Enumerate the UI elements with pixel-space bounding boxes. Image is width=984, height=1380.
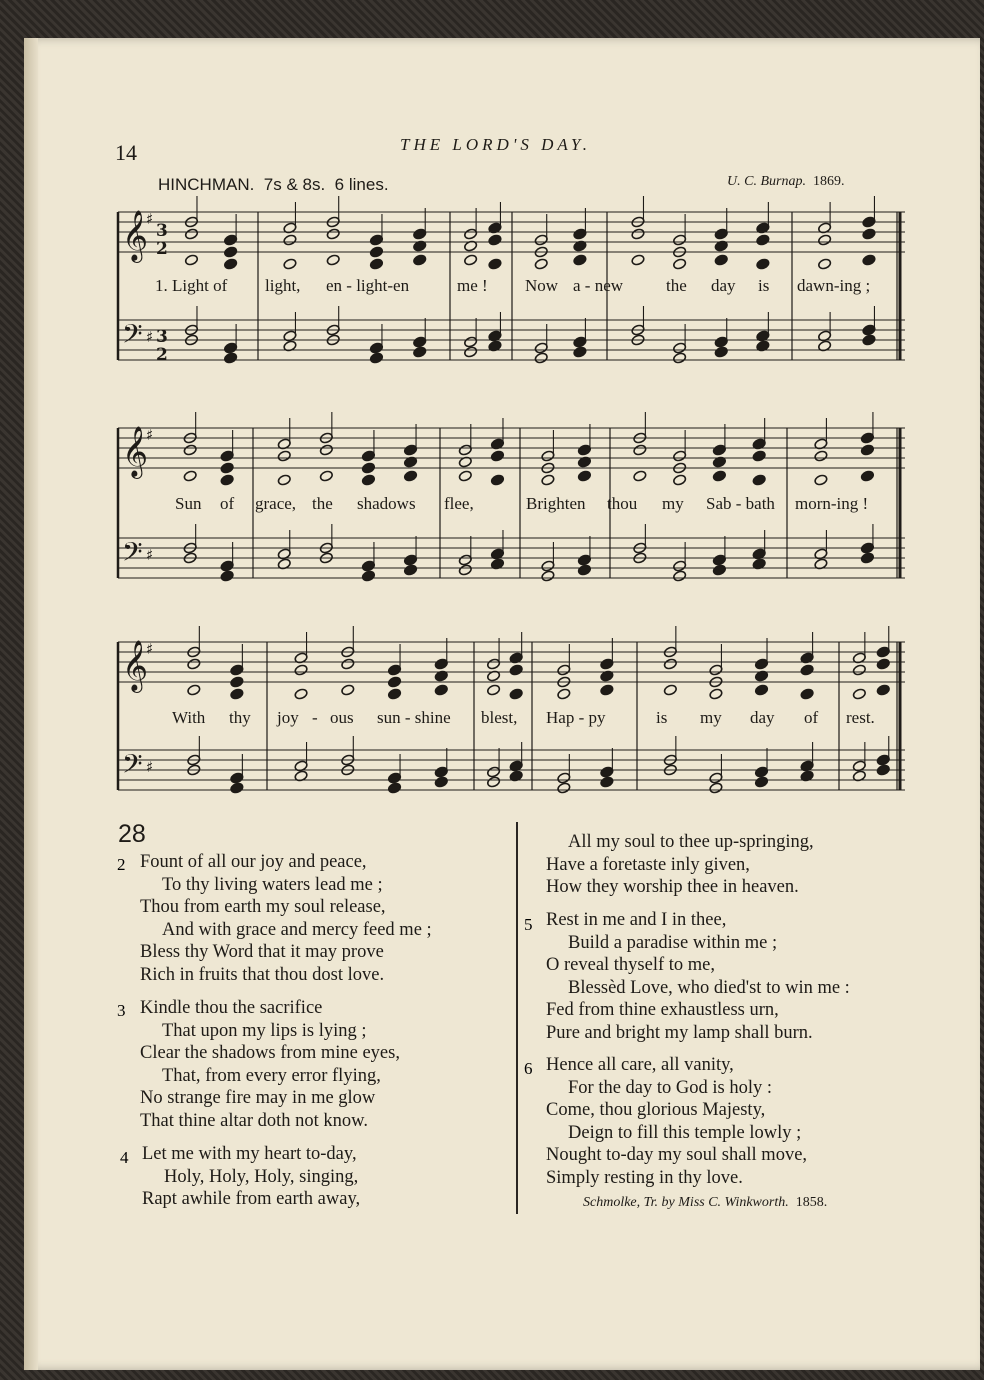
page-number: 14 — [115, 140, 137, 165]
bass-clef: 𝄢 — [122, 318, 143, 356]
stanza-line: Build a paradise within me ; — [568, 932, 778, 953]
quarter-note — [860, 470, 874, 482]
stanza-line: Hence all care, all vanity, — [546, 1055, 734, 1075]
half-note — [283, 234, 297, 246]
stanza-line: That upon my lips is lying ; — [162, 1020, 367, 1041]
stanza-line: Thou from earth my soul release, — [140, 897, 386, 918]
half-note — [672, 258, 686, 270]
quarter-note — [752, 450, 766, 462]
half-note — [341, 658, 355, 670]
quarter-note — [223, 352, 237, 364]
composer-name: U. C. Burnap. — [727, 174, 806, 189]
quarter-note — [413, 254, 427, 266]
quarter-note — [573, 346, 587, 358]
quarter-note — [862, 254, 876, 266]
half-note — [187, 684, 201, 696]
lyric: en - light-en — [326, 276, 410, 295]
stanza-line: Have a foretaste inly given, — [546, 854, 750, 875]
stanza-line: Pure and bright my lamp shall burn. — [546, 1022, 813, 1043]
quarter-note — [754, 684, 768, 696]
stanza-line: Deign to fill this temple lowly ; — [568, 1122, 802, 1143]
stanza — [140, 851, 432, 987]
quarter-note — [434, 776, 448, 788]
lyric: blest, — [481, 708, 518, 727]
half-note — [852, 664, 866, 676]
half-note — [557, 688, 571, 700]
quarter-note — [230, 782, 244, 794]
quarter-note — [413, 346, 427, 358]
half-note — [852, 688, 866, 700]
quarter-note — [361, 462, 375, 474]
stanza-line: Fount of all our joy and peace, — [140, 852, 367, 872]
stanza-line: No strange fire may in me glow — [140, 1088, 376, 1109]
lyric: my — [700, 708, 722, 727]
quarter-note — [800, 688, 814, 700]
stanza-line: And with grace and mercy feed me ; — [162, 919, 432, 940]
stanza-line: For the day to God is holy : — [568, 1077, 773, 1098]
stanza-line: Holy, Holy, Holy, singing, — [164, 1166, 359, 1187]
stanza-line: All my soul to thee up-springing, — [568, 832, 814, 852]
quarter-note — [220, 570, 234, 582]
half-note — [326, 254, 340, 266]
quarter-note — [756, 234, 770, 246]
lyric: With — [172, 708, 206, 727]
treble-clef: 𝄞 — [122, 640, 149, 691]
treble-clef: 𝄞 — [122, 210, 149, 261]
lyric: Sun — [175, 494, 202, 513]
stanza — [140, 997, 400, 1133]
quarter-note — [876, 764, 890, 776]
quarter-note — [600, 776, 614, 788]
lyric: day — [711, 276, 736, 295]
half-note — [663, 684, 677, 696]
lyric: Now — [525, 276, 559, 295]
lyric: day — [750, 708, 775, 727]
quarter-note — [577, 470, 591, 482]
half-note — [277, 450, 291, 462]
lyric: shadows — [357, 494, 416, 513]
quarter-note — [230, 688, 244, 700]
translation-attribution — [583, 1195, 827, 1211]
stanza — [142, 1143, 360, 1211]
lyric: Brighten — [526, 494, 586, 513]
stanza-number: 4 — [120, 1148, 129, 1167]
half-note — [672, 570, 686, 582]
quarter-note — [369, 352, 383, 364]
half-note — [283, 258, 297, 270]
half-note — [709, 782, 723, 794]
quarter-note — [862, 334, 876, 346]
lyric: is — [656, 708, 668, 727]
stanza-line: Rich in fruits that thou dost love. — [140, 964, 385, 985]
half-note — [534, 352, 548, 364]
time-signature-bottom: 2 — [156, 239, 168, 259]
stanza-line: Let me with my heart to-day, — [142, 1144, 357, 1164]
half-note — [294, 688, 308, 700]
stanza — [546, 909, 850, 1045]
time-signature-top: 3 — [156, 221, 168, 241]
half-note — [277, 474, 291, 486]
half-note — [319, 470, 333, 482]
quarter-note — [490, 450, 504, 462]
half-note — [672, 474, 686, 486]
half-note — [557, 782, 571, 794]
attribution-text: Schmolke, Tr. by Miss C. Winkworth. — [583, 1195, 789, 1210]
lyric: sun - shine — [377, 708, 451, 727]
half-note — [294, 664, 308, 676]
lyric: the — [312, 494, 333, 513]
time-signature-bottom: 2 — [156, 345, 168, 365]
lyric: ous — [330, 708, 354, 727]
stanza-line: Blessèd Love, who died'st to win me : — [568, 977, 850, 998]
running-title: THE LORD'S DAY. — [400, 135, 592, 154]
half-note — [183, 470, 197, 482]
quarter-note — [488, 258, 502, 270]
stanza-line: Fed from thine exhaustless urn, — [546, 1000, 779, 1021]
stanza-line: That, from every error flying, — [162, 1065, 381, 1086]
half-note — [672, 352, 686, 364]
quarter-note — [876, 658, 890, 670]
quarter-note — [369, 258, 383, 270]
lyric: - — [312, 708, 318, 727]
composer-year: 1869. — [812, 174, 845, 189]
attribution-year: 1858. — [795, 1195, 828, 1210]
quarter-note — [403, 564, 417, 576]
half-note — [541, 474, 555, 486]
lyric: the — [666, 276, 687, 295]
quarter-note — [387, 782, 401, 794]
quarter-note — [490, 474, 504, 486]
key-signature-sharp: ♯ — [146, 210, 154, 228]
key-signature-sharp: ♯ — [146, 758, 154, 776]
half-note — [319, 444, 333, 456]
key-signature-sharp: ♯ — [146, 426, 154, 444]
quarter-note — [712, 470, 726, 482]
lyric: Hap - py — [546, 708, 606, 727]
lyric: thy — [229, 708, 251, 727]
key-signature-sharp: ♯ — [146, 546, 154, 564]
stanza-line: Kindle thou the sacrifice — [140, 998, 323, 1018]
tune-meter: 7s & 8s. — [263, 175, 326, 194]
half-note — [817, 258, 831, 270]
bass-clef: 𝄢 — [122, 748, 143, 786]
quarter-note — [230, 676, 244, 688]
quarter-note — [800, 664, 814, 676]
quarter-note — [361, 570, 375, 582]
quarter-note — [509, 688, 523, 700]
quarter-note — [220, 462, 234, 474]
quarter-note — [712, 564, 726, 576]
half-note — [341, 684, 355, 696]
lyric: light, — [265, 276, 301, 295]
stanza-line: Nought to-day my soul shall move, — [546, 1145, 808, 1166]
half-note — [463, 254, 477, 266]
lyric: grace, — [255, 494, 297, 513]
half-note — [633, 444, 647, 456]
half-note — [458, 564, 472, 576]
lyric: morn-ing ! — [795, 494, 869, 513]
hymn-number: 28 — [118, 820, 146, 848]
lyric: dawn-ing ; — [797, 276, 871, 295]
half-note — [814, 450, 828, 462]
column-divider — [516, 822, 518, 1214]
stanza-line: Clear the shadows from mine eyes, — [140, 1043, 400, 1064]
lyric: 1. Light of — [155, 276, 228, 295]
key-signature-sharp: ♯ — [146, 640, 154, 658]
lyric: my — [662, 494, 684, 513]
half-note — [463, 346, 477, 358]
quarter-note — [509, 664, 523, 676]
quarter-note — [223, 258, 237, 270]
stanza-number: 3 — [117, 1001, 126, 1020]
stanza-line: To thy living waters lead me ; — [162, 874, 383, 895]
quarter-note — [860, 552, 874, 564]
stanza-continued — [546, 831, 814, 899]
lyric: flee, — [444, 494, 474, 513]
stanza-line: Rapt awhile from earth away, — [142, 1189, 361, 1210]
quarter-note — [369, 246, 383, 258]
half-note — [814, 474, 828, 486]
quarter-note — [434, 684, 448, 696]
half-note — [663, 658, 677, 670]
quarter-note — [876, 684, 890, 696]
stanza-line: Bless thy Word that it may prove — [140, 942, 384, 963]
half-note — [486, 684, 500, 696]
key-signature-sharp: ♯ — [146, 328, 154, 346]
quarter-note — [752, 474, 766, 486]
quarter-note — [600, 684, 614, 696]
lyric: of — [220, 494, 235, 513]
lyric: a - new — [573, 276, 624, 295]
stanza-line: That thine altar doth not know. — [140, 1110, 368, 1131]
half-note — [541, 570, 555, 582]
half-note — [187, 658, 201, 670]
stanza-number: 2 — [117, 855, 126, 874]
stanza-line: Rest in me and I in thee, — [546, 910, 727, 930]
quarter-note — [220, 474, 234, 486]
treble-clef: 𝄞 — [122, 426, 149, 477]
stanza-line: Come, thou glorious Majesty, — [546, 1100, 766, 1121]
quarter-note — [573, 254, 587, 266]
half-note — [709, 688, 723, 700]
quarter-note — [756, 258, 770, 270]
lyric: joy — [277, 708, 299, 727]
half-note — [633, 470, 647, 482]
lyric: thou — [607, 494, 638, 513]
half-note — [183, 444, 197, 456]
half-note — [631, 254, 645, 266]
stanza — [546, 1054, 807, 1190]
quarter-note — [714, 254, 728, 266]
stanza-line: Simply resting in thy love. — [546, 1167, 743, 1188]
lyric: rest. — [846, 708, 875, 727]
quarter-note — [403, 470, 417, 482]
lyric: is — [758, 276, 770, 295]
quarter-note — [361, 474, 375, 486]
half-note — [631, 228, 645, 240]
half-note — [817, 234, 831, 246]
quarter-note — [387, 688, 401, 700]
half-note — [534, 258, 548, 270]
tune-name: HINCHMAN. — [158, 175, 255, 194]
half-note — [486, 776, 500, 788]
quarter-note — [860, 444, 874, 456]
stanza-line: How they worship thee in heaven. — [546, 877, 799, 898]
time-signature-top: 3 — [156, 327, 168, 347]
stanza-number: 6 — [524, 1059, 533, 1078]
bass-clef: 𝄢 — [122, 536, 143, 574]
half-note — [184, 228, 198, 240]
quarter-note — [754, 776, 768, 788]
stanza-line: O reveal thyself to me, — [546, 955, 716, 976]
lyric: of — [804, 708, 819, 727]
quarter-note — [223, 246, 237, 258]
quarter-note — [714, 346, 728, 358]
lyric: me ! — [457, 276, 488, 295]
half-note — [458, 470, 472, 482]
half-note — [184, 254, 198, 266]
quarter-note — [577, 564, 591, 576]
stanza-number: 5 — [524, 915, 533, 934]
tune-lines: 6 lines. — [334, 175, 389, 194]
half-note — [326, 228, 340, 240]
lyric: Sab - bath — [706, 494, 775, 513]
quarter-note — [862, 228, 876, 240]
quarter-note — [488, 234, 502, 246]
quarter-note — [387, 676, 401, 688]
